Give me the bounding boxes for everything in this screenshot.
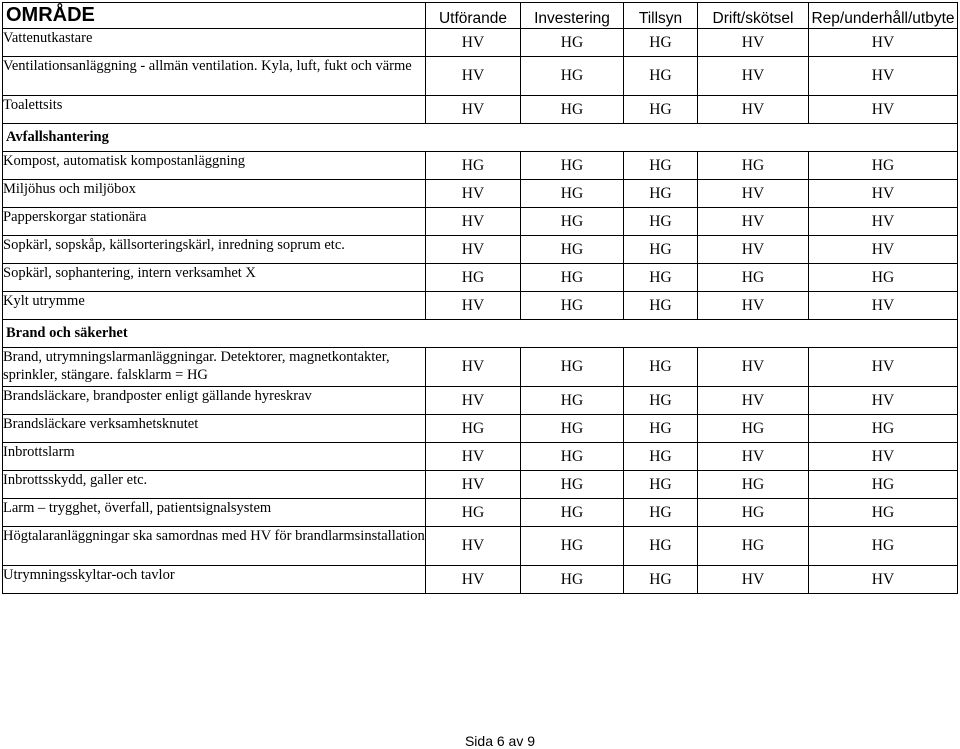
cell-investering: HG bbox=[521, 264, 624, 292]
header-tillsyn: Tillsyn bbox=[624, 3, 698, 29]
cell-rep-underhall-utbyte: HG bbox=[809, 527, 958, 566]
row-label: Brand, utrymningslarmanläggningar. Detektorer, magnetkontakter, sprinkler, stängare. falsklarm = HG bbox=[3, 348, 426, 387]
cell-rep-underhall-utbyte: HV bbox=[809, 292, 958, 320]
row-label: Utrymningsskyltar-och tavlor bbox=[3, 566, 426, 594]
cell-utforande: HG bbox=[426, 152, 521, 180]
row-label: Vattenutkastare bbox=[3, 29, 426, 57]
cell-investering: HG bbox=[521, 348, 624, 387]
cell-rep-underhall-utbyte: HV bbox=[809, 57, 958, 96]
cell-drift-skotsel: HV bbox=[698, 387, 809, 415]
table-row bbox=[3, 471, 958, 499]
cell-rep-underhall-utbyte: HV bbox=[809, 29, 958, 57]
cell-rep-underhall-utbyte: HV bbox=[809, 208, 958, 236]
cell-rep-underhall-utbyte: HG bbox=[809, 415, 958, 443]
cell-investering: HG bbox=[521, 152, 624, 180]
table-row bbox=[3, 527, 958, 566]
cell-investering: HG bbox=[521, 471, 624, 499]
header-row bbox=[3, 3, 958, 29]
cell-tillsyn: HG bbox=[624, 499, 698, 527]
section-row bbox=[3, 124, 958, 152]
cell-rep-underhall-utbyte: HV bbox=[809, 387, 958, 415]
cell-drift-skotsel: HG bbox=[698, 499, 809, 527]
table-row bbox=[3, 208, 958, 236]
cell-tillsyn: HG bbox=[624, 152, 698, 180]
cell-tillsyn: HG bbox=[624, 471, 698, 499]
cell-drift-skotsel: HV bbox=[698, 29, 809, 57]
section-row bbox=[3, 320, 958, 348]
cell-rep-underhall-utbyte: HG bbox=[809, 152, 958, 180]
cell-utforande: HV bbox=[426, 387, 521, 415]
cell-utforande: HV bbox=[426, 236, 521, 264]
cell-tillsyn: HG bbox=[624, 387, 698, 415]
cell-drift-skotsel: HV bbox=[698, 236, 809, 264]
table-row bbox=[3, 292, 958, 320]
cell-drift-skotsel: HV bbox=[698, 180, 809, 208]
row-label: Kylt utrymme bbox=[3, 292, 426, 320]
cell-utforande: HG bbox=[426, 499, 521, 527]
row-label: Inbrottslarm bbox=[3, 443, 426, 471]
cell-rep-underhall-utbyte: HV bbox=[809, 180, 958, 208]
cell-investering: HG bbox=[521, 499, 624, 527]
table-row bbox=[3, 96, 958, 124]
table-row bbox=[3, 29, 958, 57]
cell-tillsyn: HG bbox=[624, 292, 698, 320]
page-number: Sida 6 av 9 bbox=[464, 733, 536, 749]
header-drift-skotsel: Drift/skötsel bbox=[698, 3, 809, 29]
cell-rep-underhall-utbyte: HV bbox=[809, 236, 958, 264]
row-label: Toalettsits bbox=[3, 96, 426, 124]
cell-drift-skotsel: HG bbox=[698, 471, 809, 499]
cell-utforande: HG bbox=[426, 415, 521, 443]
cell-drift-skotsel: HV bbox=[698, 348, 809, 387]
cell-utforande: HV bbox=[426, 180, 521, 208]
row-label: Sopkärl, sopskåp, källsorteringskärl, inredning soprum etc. bbox=[3, 236, 426, 264]
cell-drift-skotsel: HG bbox=[698, 152, 809, 180]
table-row bbox=[3, 152, 958, 180]
row-label: Brandsläckare verksamhetsknutet bbox=[3, 415, 426, 443]
table-row bbox=[3, 348, 958, 387]
cell-investering: HG bbox=[521, 208, 624, 236]
cell-tillsyn: HG bbox=[624, 208, 698, 236]
cell-drift-skotsel: HV bbox=[698, 443, 809, 471]
cell-drift-skotsel: HV bbox=[698, 96, 809, 124]
cell-investering: HG bbox=[521, 292, 624, 320]
cell-investering: HG bbox=[521, 180, 624, 208]
table-row bbox=[3, 499, 958, 527]
cell-tillsyn: HG bbox=[624, 57, 698, 96]
header-investering: Investering bbox=[521, 3, 624, 29]
cell-utforande: HV bbox=[426, 208, 521, 236]
cell-drift-skotsel: HV bbox=[698, 208, 809, 236]
cell-rep-underhall-utbyte: HG bbox=[809, 471, 958, 499]
cell-rep-underhall-utbyte: HG bbox=[809, 264, 958, 292]
cell-investering: HG bbox=[521, 29, 624, 57]
cell-utforande: HV bbox=[426, 527, 521, 566]
cell-drift-skotsel: HG bbox=[698, 527, 809, 566]
cell-utforande: HV bbox=[426, 471, 521, 499]
cell-investering: HG bbox=[521, 57, 624, 96]
cell-utforande: HV bbox=[426, 292, 521, 320]
row-label: Kompost, automatisk kompostanläggning bbox=[3, 152, 426, 180]
table-row bbox=[3, 443, 958, 471]
cell-rep-underhall-utbyte: HV bbox=[809, 566, 958, 594]
cell-drift-skotsel: HG bbox=[698, 264, 809, 292]
cell-tillsyn: HG bbox=[624, 180, 698, 208]
table-row bbox=[3, 264, 958, 292]
cell-utforande: HV bbox=[426, 566, 521, 594]
responsibility-table bbox=[2, 2, 958, 594]
table-row bbox=[3, 180, 958, 208]
cell-tillsyn: HG bbox=[624, 415, 698, 443]
cell-drift-skotsel: HV bbox=[698, 566, 809, 594]
cell-utforande: HV bbox=[426, 29, 521, 57]
row-label: Miljöhus och miljöbox bbox=[3, 180, 426, 208]
cell-utforande: HV bbox=[426, 348, 521, 387]
row-label: Inbrottsskydd, galler etc. bbox=[3, 471, 426, 499]
cell-tillsyn: HG bbox=[624, 264, 698, 292]
cell-rep-underhall-utbyte: HV bbox=[809, 443, 958, 471]
cell-utforande: HV bbox=[426, 57, 521, 96]
cell-investering: HG bbox=[521, 387, 624, 415]
cell-tillsyn: HG bbox=[624, 236, 698, 264]
cell-drift-skotsel: HG bbox=[698, 415, 809, 443]
row-label: Sopkärl, sophantering, intern verksamhet X bbox=[3, 264, 426, 292]
row-label: Ventilationsanläggning - allmän ventilation. Kyla, luft, fukt och värme bbox=[3, 57, 426, 96]
cell-tillsyn: HG bbox=[624, 566, 698, 594]
cell-utforande: HG bbox=[426, 264, 521, 292]
cell-drift-skotsel: HV bbox=[698, 57, 809, 96]
row-label: Högtalaranläggningar ska samordnas med HV för brandlarmsinstallation bbox=[3, 527, 426, 566]
cell-investering: HG bbox=[521, 96, 624, 124]
cell-tillsyn: HG bbox=[624, 443, 698, 471]
cell-rep-underhall-utbyte: HG bbox=[809, 499, 958, 527]
cell-investering: HG bbox=[521, 415, 624, 443]
cell-investering: HG bbox=[521, 566, 624, 594]
cell-rep-underhall-utbyte: HV bbox=[809, 348, 958, 387]
table-body bbox=[3, 29, 958, 594]
header-area: OMRÅDE bbox=[3, 3, 426, 29]
cell-tillsyn: HG bbox=[624, 527, 698, 566]
section-heading: Avfallshantering bbox=[3, 124, 958, 152]
header-rep-underhall-utbyte: Rep/underhåll/utbyte bbox=[809, 3, 958, 29]
cell-investering: HG bbox=[521, 443, 624, 471]
row-label: Papperskorgar stationära bbox=[3, 208, 426, 236]
cell-utforande: HV bbox=[426, 443, 521, 471]
table-row bbox=[3, 566, 958, 594]
row-label: Larm – trygghet, överfall, patientsignalsystem bbox=[3, 499, 426, 527]
table-row bbox=[3, 236, 958, 264]
cell-drift-skotsel: HV bbox=[698, 292, 809, 320]
cell-investering: HG bbox=[521, 236, 624, 264]
table-row bbox=[3, 57, 958, 96]
cell-utforande: HV bbox=[426, 96, 521, 124]
table-row bbox=[3, 387, 958, 415]
header-utforande: Utförande bbox=[426, 3, 521, 29]
cell-investering: HG bbox=[521, 527, 624, 566]
cell-tillsyn: HG bbox=[624, 29, 698, 57]
cell-rep-underhall-utbyte: HV bbox=[809, 96, 958, 124]
row-label: Brandsläckare, brandposter enligt gällande hyreskrav bbox=[3, 387, 426, 415]
cell-tillsyn: HG bbox=[624, 96, 698, 124]
section-heading: Brand och säkerhet bbox=[3, 320, 958, 348]
table-row bbox=[3, 415, 958, 443]
cell-tillsyn: HG bbox=[624, 348, 698, 387]
